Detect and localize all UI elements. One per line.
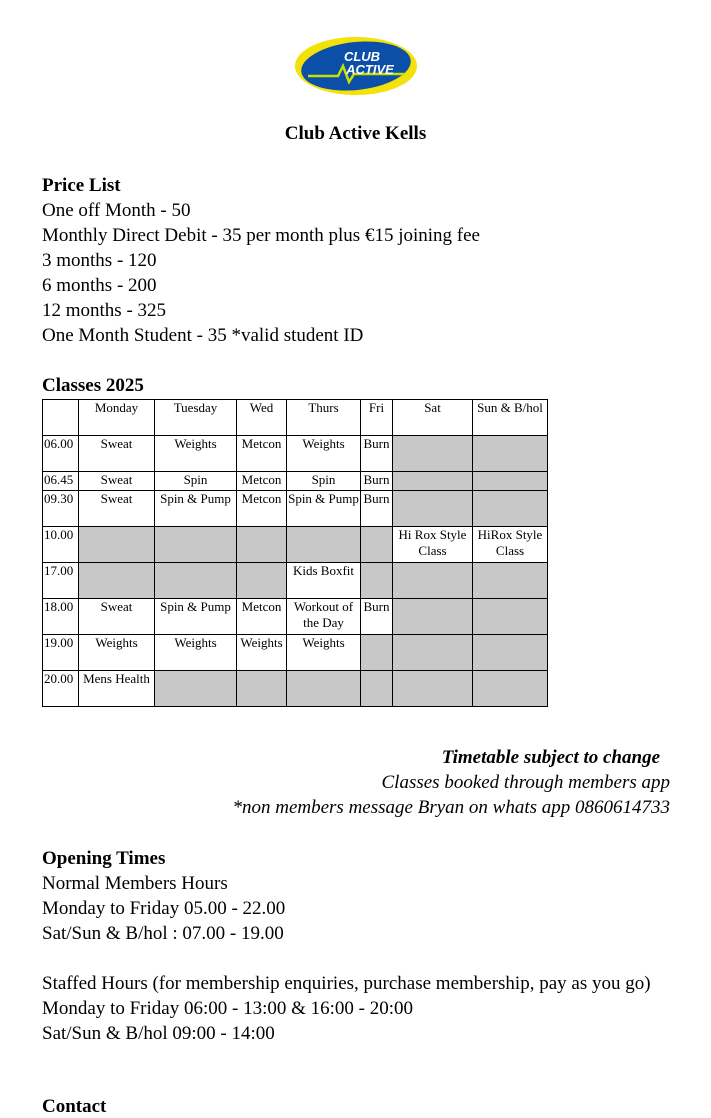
class-cell: Weights bbox=[287, 635, 361, 671]
empty-slot bbox=[155, 671, 237, 707]
staffed-hours bbox=[42, 971, 672, 1046]
price-item: Monthly Direct Debit - 35 per month plus €15 joining fee bbox=[42, 225, 480, 246]
class-cell: Workout of the Day bbox=[287, 599, 361, 635]
price-item: 12 months - 325 bbox=[42, 300, 167, 321]
time-slot: 17.00 bbox=[43, 563, 79, 599]
class-cell: Burn bbox=[361, 491, 393, 527]
time-slot: 19.00 bbox=[43, 635, 79, 671]
empty-slot bbox=[473, 472, 548, 491]
empty-slot bbox=[79, 563, 155, 599]
empty-slot bbox=[361, 563, 393, 599]
empty-slot bbox=[237, 527, 287, 563]
time-slot: 06.00 bbox=[43, 436, 79, 472]
svg-text:ACTIVE: ACTIVE bbox=[346, 62, 394, 77]
time-slot: 06.45 bbox=[43, 472, 79, 491]
empty-slot bbox=[473, 491, 548, 527]
class-cell: Metcon bbox=[237, 472, 287, 491]
timetable-notes bbox=[232, 745, 670, 820]
class-cell: Weights bbox=[155, 635, 237, 671]
class-cell: Spin & Pump bbox=[155, 599, 237, 635]
empty-slot bbox=[473, 563, 548, 599]
day-header: Thurs bbox=[287, 400, 361, 436]
opening-times-heading: Opening Times bbox=[42, 848, 166, 869]
timetable-row bbox=[43, 472, 548, 491]
empty-slot bbox=[287, 671, 361, 707]
empty-slot bbox=[287, 527, 361, 563]
opening-line: Sat/Sun & B/hol : 07.00 - 19.00 bbox=[42, 923, 284, 944]
opening-line: Monday to Friday 05.00 - 22.00 bbox=[42, 898, 286, 919]
class-cell: Burn bbox=[361, 472, 393, 491]
price-item: One off Month - 50 bbox=[42, 200, 191, 221]
timetable-row bbox=[43, 635, 548, 671]
empty-slot bbox=[155, 527, 237, 563]
empty-slot bbox=[237, 671, 287, 707]
empty-slot bbox=[473, 436, 548, 472]
day-header: Sat bbox=[393, 400, 473, 436]
page-title: Club Active Kells bbox=[284, 123, 427, 144]
price-list-heading: Price List bbox=[42, 175, 121, 196]
class-cell: Hi Rox Style Class bbox=[393, 527, 473, 563]
time-slot: 20.00 bbox=[43, 671, 79, 707]
class-cell: Metcon bbox=[237, 491, 287, 527]
class-cell: Mens Health bbox=[79, 671, 155, 707]
time-slot: 18.00 bbox=[43, 599, 79, 635]
class-cell: Weights bbox=[287, 436, 361, 472]
class-cell: Spin & Pump bbox=[287, 491, 361, 527]
class-cell: Sweat bbox=[79, 436, 155, 472]
class-cell: Sweat bbox=[79, 491, 155, 527]
empty-slot bbox=[237, 563, 287, 599]
class-cell: Spin bbox=[155, 472, 237, 491]
timetable-row bbox=[43, 491, 548, 527]
price-list bbox=[42, 173, 480, 348]
empty-slot bbox=[393, 563, 473, 599]
empty-slot bbox=[393, 635, 473, 671]
svg-text:CLUB: CLUB bbox=[343, 49, 381, 64]
class-cell: Burn bbox=[361, 436, 393, 472]
class-cell: Spin & Pump bbox=[155, 491, 237, 527]
timetable-row bbox=[43, 671, 548, 707]
empty-slot bbox=[393, 436, 473, 472]
day-header: Fri bbox=[361, 400, 393, 436]
classes-heading: Classes 2025 bbox=[42, 375, 144, 396]
empty-slot bbox=[361, 635, 393, 671]
time-slot: 09.30 bbox=[43, 491, 79, 527]
empty-slot bbox=[473, 635, 548, 671]
empty-slot bbox=[393, 472, 473, 491]
empty-slot bbox=[361, 671, 393, 707]
class-cell: HiRox Style Class bbox=[473, 527, 548, 563]
timetable-row bbox=[43, 436, 548, 472]
price-item: 6 months - 200 bbox=[42, 275, 157, 296]
empty-slot bbox=[393, 671, 473, 707]
class-cell: Weights bbox=[79, 635, 155, 671]
price-item: One Month Student - 35 *valid student ID bbox=[42, 325, 364, 346]
day-header: Tuesday bbox=[155, 400, 237, 436]
timetable-row bbox=[43, 527, 548, 563]
empty-slot bbox=[473, 671, 548, 707]
class-cell: Weights bbox=[155, 436, 237, 472]
staffed-line: Sat/Sun & B/hol 09:00 - 14:00 bbox=[42, 1023, 275, 1044]
timetable-row bbox=[43, 563, 548, 599]
club-active-logo bbox=[294, 36, 418, 96]
opening-line: Normal Members Hours bbox=[42, 873, 228, 894]
class-cell: Sweat bbox=[79, 599, 155, 635]
staffed-line: Monday to Friday 06:00 - 13:00 & 16:00 - 20:00 bbox=[42, 998, 414, 1019]
empty-slot bbox=[393, 599, 473, 635]
price-item: 3 months - 120 bbox=[42, 250, 157, 271]
empty-slot bbox=[473, 599, 548, 635]
empty-slot bbox=[361, 527, 393, 563]
timetable-change-note: Timetable subject to change bbox=[441, 747, 660, 768]
staffed-line: Staffed Hours (for membership enquiries, purchase membership, pay as you go) bbox=[42, 973, 651, 994]
time-slot: 10.00 bbox=[43, 527, 79, 563]
day-header: Sun & B/hol bbox=[473, 400, 548, 436]
class-timetable bbox=[42, 399, 548, 707]
day-header: Monday bbox=[79, 400, 155, 436]
opening-times bbox=[42, 846, 285, 946]
class-cell: Sweat bbox=[79, 472, 155, 491]
class-cell: Metcon bbox=[237, 599, 287, 635]
class-cell: Spin bbox=[287, 472, 361, 491]
timetable-corner bbox=[43, 400, 79, 436]
empty-slot bbox=[79, 527, 155, 563]
class-cell: Burn bbox=[361, 599, 393, 635]
class-cell: Kids Boxfit bbox=[287, 563, 361, 599]
booking-note: Classes booked through members app bbox=[381, 772, 670, 793]
timetable-row bbox=[43, 599, 548, 635]
day-header: Wed bbox=[237, 400, 287, 436]
class-cell: Weights bbox=[237, 635, 287, 671]
non-members-note: *non members message Bryan on whats app 0860614733 bbox=[232, 797, 670, 818]
empty-slot bbox=[393, 491, 473, 527]
empty-slot bbox=[155, 563, 237, 599]
contact-heading: Contact bbox=[42, 1096, 107, 1117]
class-cell: Metcon bbox=[237, 436, 287, 472]
